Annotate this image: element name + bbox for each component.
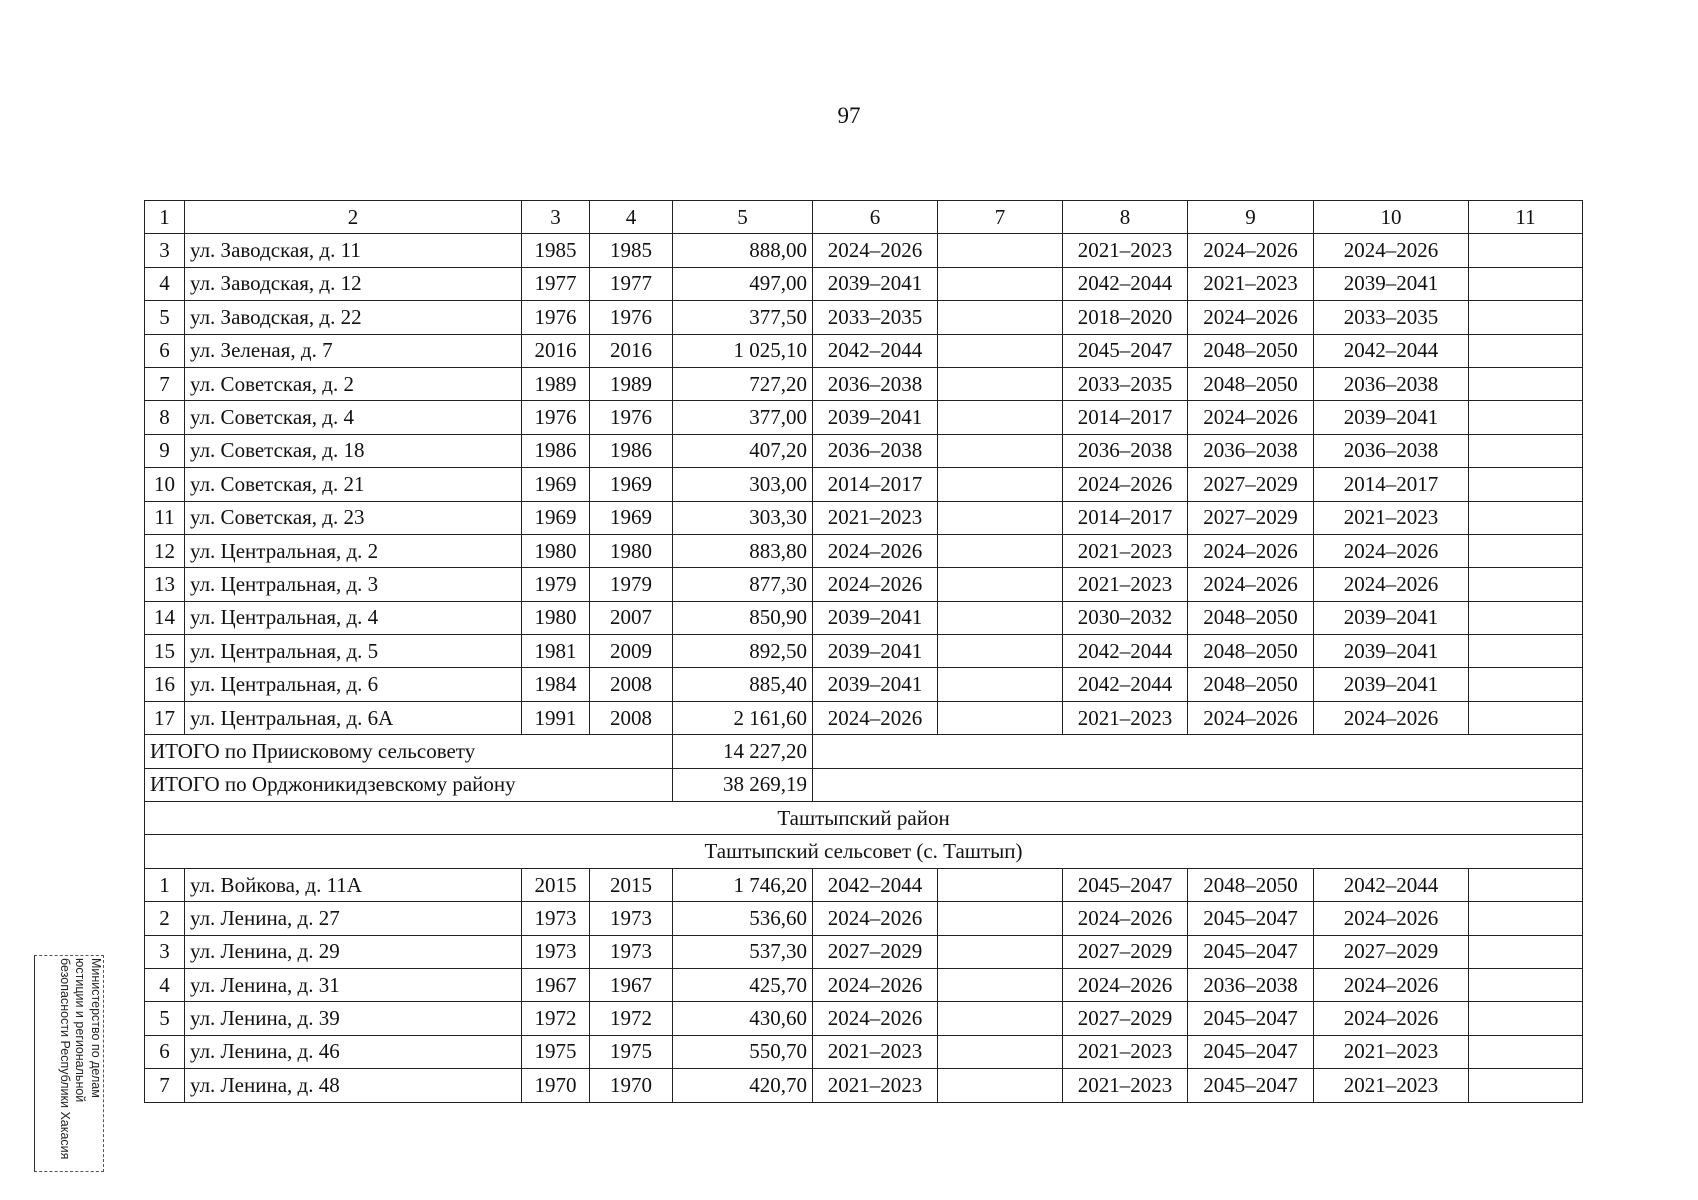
cell-address: ул. Зеленая, д. 7 xyxy=(185,334,522,367)
cell-row-number: 1 xyxy=(145,868,185,901)
cell-column-11 xyxy=(1469,601,1583,634)
cell-year-built: 1980 xyxy=(522,534,590,567)
cell-period-9: 2048–2050 xyxy=(1188,334,1314,367)
cell-row-number: 5 xyxy=(145,301,185,334)
cell-period-9: 2045–2047 xyxy=(1188,1035,1314,1068)
table-row xyxy=(145,234,1583,267)
cell-period-10: 2036–2038 xyxy=(1314,434,1469,467)
column-header: 1 xyxy=(145,201,185,234)
cell-year-built: 2015 xyxy=(522,868,590,901)
cell-period-10: 2014–2017 xyxy=(1314,468,1469,501)
cell-area: 377,50 xyxy=(673,301,813,334)
cell-column-11 xyxy=(1469,434,1583,467)
total-value: 38 269,19 xyxy=(673,768,813,801)
cell-period-9: 2045–2047 xyxy=(1188,902,1314,935)
section-row xyxy=(145,802,1583,835)
cell-repair-period: 2021–2023 xyxy=(813,1069,938,1102)
cell-address: ул. Ленина, д. 29 xyxy=(185,935,522,968)
cell-year-reconstructed: 2009 xyxy=(590,635,673,668)
cell-column-7 xyxy=(938,668,1063,701)
cell-period-8: 2021–2023 xyxy=(1063,534,1188,567)
cell-repair-period: 2039–2041 xyxy=(813,668,938,701)
table-row xyxy=(145,668,1583,701)
total-empty xyxy=(813,768,1583,801)
cell-area: 430,60 xyxy=(673,1002,813,1035)
cell-area: 1 746,20 xyxy=(673,868,813,901)
column-header: 11 xyxy=(1469,201,1583,234)
cell-period-9: 2024–2026 xyxy=(1188,401,1314,434)
cell-column-11 xyxy=(1469,1069,1583,1102)
housing-table xyxy=(144,200,1583,1103)
cell-period-10: 2039–2041 xyxy=(1314,635,1469,668)
cell-year-reconstructed: 1972 xyxy=(590,1002,673,1035)
cell-repair-period: 2024–2026 xyxy=(813,234,938,267)
cell-period-9: 2048–2050 xyxy=(1188,367,1314,400)
cell-repair-period: 2024–2026 xyxy=(813,1002,938,1035)
table-row xyxy=(145,501,1583,534)
cell-address: ул. Советская, д. 4 xyxy=(185,401,522,434)
cell-year-built: 1981 xyxy=(522,635,590,668)
cell-year-built: 1977 xyxy=(522,267,590,300)
cell-period-8: 2024–2026 xyxy=(1063,468,1188,501)
cell-column-7 xyxy=(938,434,1063,467)
cell-address: ул. Центральная, д. 5 xyxy=(185,635,522,668)
column-header: 7 xyxy=(938,201,1063,234)
cell-period-10: 2036–2038 xyxy=(1314,367,1469,400)
cell-column-7 xyxy=(938,367,1063,400)
cell-year-built: 1980 xyxy=(522,601,590,634)
cell-period-8: 2027–2029 xyxy=(1063,1002,1188,1035)
cell-area: 883,80 xyxy=(673,534,813,567)
cell-address: ул. Заводская, д. 22 xyxy=(185,301,522,334)
cell-period-10: 2021–2023 xyxy=(1314,501,1469,534)
cell-year-reconstructed: 1976 xyxy=(590,401,673,434)
cell-row-number: 4 xyxy=(145,267,185,300)
cell-column-7 xyxy=(938,1035,1063,1068)
cell-repair-period: 2024–2026 xyxy=(813,534,938,567)
cell-year-reconstructed: 2016 xyxy=(590,334,673,367)
table-row xyxy=(145,334,1583,367)
cell-address: ул. Ленина, д. 46 xyxy=(185,1035,522,1068)
cell-column-11 xyxy=(1469,902,1583,935)
cell-repair-period: 2024–2026 xyxy=(813,902,938,935)
cell-column-7 xyxy=(938,935,1063,968)
cell-area: 1 025,10 xyxy=(673,334,813,367)
cell-period-8: 2042–2044 xyxy=(1063,635,1188,668)
cell-period-9: 2024–2026 xyxy=(1188,301,1314,334)
cell-year-reconstructed: 1977 xyxy=(590,267,673,300)
cell-period-9: 2027–2029 xyxy=(1188,501,1314,534)
cell-period-8: 2042–2044 xyxy=(1063,668,1188,701)
cell-row-number: 7 xyxy=(145,1069,185,1102)
cell-year-built: 1976 xyxy=(522,401,590,434)
cell-column-11 xyxy=(1469,334,1583,367)
cell-row-number: 6 xyxy=(145,1035,185,1068)
cell-year-built: 2016 xyxy=(522,334,590,367)
section-row xyxy=(145,835,1583,868)
cell-period-8: 2014–2017 xyxy=(1063,501,1188,534)
table-row xyxy=(145,1069,1583,1102)
cell-period-9: 2045–2047 xyxy=(1188,1002,1314,1035)
cell-period-10: 2039–2041 xyxy=(1314,601,1469,634)
cell-period-10: 2042–2044 xyxy=(1314,868,1469,901)
cell-period-10: 2024–2026 xyxy=(1314,701,1469,734)
cell-area: 377,00 xyxy=(673,401,813,434)
cell-period-9: 2027–2029 xyxy=(1188,468,1314,501)
cell-repair-period: 2036–2038 xyxy=(813,434,938,467)
cell-area: 877,30 xyxy=(673,568,813,601)
cell-column-7 xyxy=(938,401,1063,434)
table-row xyxy=(145,401,1583,434)
cell-row-number: 17 xyxy=(145,701,185,734)
cell-area: 420,70 xyxy=(673,1069,813,1102)
cell-period-8: 2045–2047 xyxy=(1063,334,1188,367)
cell-period-8: 2021–2023 xyxy=(1063,1069,1188,1102)
cell-period-10: 2024–2026 xyxy=(1314,568,1469,601)
cell-year-reconstructed: 1975 xyxy=(590,1035,673,1068)
cell-year-built: 1972 xyxy=(522,1002,590,1035)
cell-column-7 xyxy=(938,334,1063,367)
cell-column-11 xyxy=(1469,468,1583,501)
cell-year-reconstructed: 1973 xyxy=(590,902,673,935)
cell-address: ул. Центральная, д. 4 xyxy=(185,601,522,634)
cell-repair-period: 2042–2044 xyxy=(813,334,938,367)
cell-address: ул. Советская, д. 23 xyxy=(185,501,522,534)
cell-year-built: 1989 xyxy=(522,367,590,400)
cell-year-reconstructed: 1973 xyxy=(590,935,673,968)
cell-area: 303,30 xyxy=(673,501,813,534)
cell-year-built: 1979 xyxy=(522,568,590,601)
cell-row-number: 16 xyxy=(145,668,185,701)
cell-column-11 xyxy=(1469,301,1583,334)
cell-period-8: 2014–2017 xyxy=(1063,401,1188,434)
cell-row-number: 6 xyxy=(145,334,185,367)
cell-period-10: 2024–2026 xyxy=(1314,902,1469,935)
cell-period-10: 2021–2023 xyxy=(1314,1069,1469,1102)
cell-column-11 xyxy=(1469,568,1583,601)
cell-repair-period: 2024–2026 xyxy=(813,568,938,601)
cell-year-built: 1984 xyxy=(522,668,590,701)
cell-column-7 xyxy=(938,501,1063,534)
column-header: 2 xyxy=(185,201,522,234)
cell-period-9: 2048–2050 xyxy=(1188,635,1314,668)
cell-year-built: 1985 xyxy=(522,234,590,267)
table-row xyxy=(145,601,1583,634)
cell-year-built: 1969 xyxy=(522,468,590,501)
cell-period-10: 2024–2026 xyxy=(1314,534,1469,567)
cell-period-8: 2036–2038 xyxy=(1063,434,1188,467)
cell-period-10: 2039–2041 xyxy=(1314,668,1469,701)
cell-period-9: 2024–2026 xyxy=(1188,568,1314,601)
table-row xyxy=(145,1002,1583,1035)
table-row xyxy=(145,902,1583,935)
cell-period-9: 2036–2038 xyxy=(1188,434,1314,467)
cell-period-8: 2021–2023 xyxy=(1063,568,1188,601)
cell-address: ул. Центральная, д. 2 xyxy=(185,534,522,567)
column-header: 3 xyxy=(522,201,590,234)
cell-column-7 xyxy=(938,968,1063,1001)
cell-column-7 xyxy=(938,534,1063,567)
cell-repair-period: 2021–2023 xyxy=(813,1035,938,1068)
cell-address: ул. Советская, д. 18 xyxy=(185,434,522,467)
cell-repair-period: 2039–2041 xyxy=(813,601,938,634)
cell-address: ул. Центральная, д. 6А xyxy=(185,701,522,734)
cell-year-built: 1976 xyxy=(522,301,590,334)
cell-area: 497,00 xyxy=(673,267,813,300)
cell-period-8: 2024–2026 xyxy=(1063,968,1188,1001)
cell-year-built: 1973 xyxy=(522,902,590,935)
cell-repair-period: 2014–2017 xyxy=(813,468,938,501)
cell-year-built: 1975 xyxy=(522,1035,590,1068)
total-label: ИТОГО по Орджоникидзевскому району xyxy=(145,768,673,801)
cell-column-11 xyxy=(1469,267,1583,300)
cell-row-number: 13 xyxy=(145,568,185,601)
cell-year-built: 1970 xyxy=(522,1069,590,1102)
cell-period-10: 2033–2035 xyxy=(1314,301,1469,334)
cell-repair-period: 2033–2035 xyxy=(813,301,938,334)
cell-row-number: 12 xyxy=(145,534,185,567)
cell-address: ул. Войкова, д. 11А xyxy=(185,868,522,901)
cell-row-number: 9 xyxy=(145,434,185,467)
cell-period-9: 2024–2026 xyxy=(1188,234,1314,267)
cell-period-8: 2018–2020 xyxy=(1063,301,1188,334)
cell-area: 536,60 xyxy=(673,902,813,935)
cell-year-reconstructed: 1980 xyxy=(590,534,673,567)
cell-area: 727,20 xyxy=(673,367,813,400)
cell-address: ул. Центральная, д. 3 xyxy=(185,568,522,601)
cell-repair-period: 2039–2041 xyxy=(813,267,938,300)
cell-year-built: 1973 xyxy=(522,935,590,968)
cell-row-number: 4 xyxy=(145,968,185,1001)
cell-row-number: 5 xyxy=(145,1002,185,1035)
header-row xyxy=(145,201,1583,234)
cell-repair-period: 2024–2026 xyxy=(813,701,938,734)
table-row xyxy=(145,935,1583,968)
table-row xyxy=(145,1035,1583,1068)
cell-column-11 xyxy=(1469,234,1583,267)
cell-repair-period: 2024–2026 xyxy=(813,968,938,1001)
cell-column-11 xyxy=(1469,401,1583,434)
table-row xyxy=(145,434,1583,467)
cell-period-8: 2024–2026 xyxy=(1063,902,1188,935)
table-row xyxy=(145,701,1583,734)
cell-year-built: 1986 xyxy=(522,434,590,467)
cell-area: 888,00 xyxy=(673,234,813,267)
column-header: 6 xyxy=(813,201,938,234)
cell-area: 892,50 xyxy=(673,635,813,668)
cell-column-7 xyxy=(938,568,1063,601)
cell-area: 303,00 xyxy=(673,468,813,501)
cell-period-10: 2024–2026 xyxy=(1314,968,1469,1001)
cell-area: 550,70 xyxy=(673,1035,813,1068)
cell-address: ул. Советская, д. 21 xyxy=(185,468,522,501)
cell-area: 425,70 xyxy=(673,968,813,1001)
cell-row-number: 7 xyxy=(145,367,185,400)
cell-column-11 xyxy=(1469,701,1583,734)
total-row xyxy=(145,735,1583,768)
cell-address: ул. Советская, д. 2 xyxy=(185,367,522,400)
cell-repair-period: 2036–2038 xyxy=(813,367,938,400)
cell-period-10: 2039–2041 xyxy=(1314,401,1469,434)
cell-period-8: 2021–2023 xyxy=(1063,701,1188,734)
total-label: ИТОГО по Приисковому сельсовету xyxy=(145,735,673,768)
cell-column-7 xyxy=(938,902,1063,935)
cell-column-11 xyxy=(1469,1002,1583,1035)
cell-year-reconstructed: 1969 xyxy=(590,501,673,534)
cell-address: ул. Ленина, д. 48 xyxy=(185,1069,522,1102)
cell-row-number: 3 xyxy=(145,234,185,267)
cell-column-7 xyxy=(938,601,1063,634)
cell-address: ул. Ленина, д. 31 xyxy=(185,968,522,1001)
cell-year-reconstructed: 2007 xyxy=(590,601,673,634)
cell-period-8: 2027–2029 xyxy=(1063,935,1188,968)
cell-column-11 xyxy=(1469,367,1583,400)
cell-year-reconstructed: 1976 xyxy=(590,301,673,334)
cell-row-number: 3 xyxy=(145,935,185,968)
page-number: 97 xyxy=(837,103,861,128)
cell-row-number: 11 xyxy=(145,501,185,534)
cell-column-11 xyxy=(1469,968,1583,1001)
cell-address: ул. Ленина, д. 39 xyxy=(185,1002,522,1035)
cell-period-10: 2039–2041 xyxy=(1314,267,1469,300)
cell-address: ул. Ленина, д. 27 xyxy=(185,902,522,935)
council-header: Таштыпский сельсовет (с. Таштып) xyxy=(145,835,1583,868)
cell-period-10: 2021–2023 xyxy=(1314,1035,1469,1068)
cell-period-9: 2024–2026 xyxy=(1188,701,1314,734)
cell-column-7 xyxy=(938,868,1063,901)
column-header: 5 xyxy=(673,201,813,234)
cell-year-built: 1991 xyxy=(522,701,590,734)
cell-period-9: 2048–2050 xyxy=(1188,668,1314,701)
cell-repair-period: 2042–2044 xyxy=(813,868,938,901)
cell-column-11 xyxy=(1469,501,1583,534)
stamp-line-1: Министерство по делам xyxy=(89,958,103,1098)
cell-year-built: 1967 xyxy=(522,968,590,1001)
cell-period-9: 2048–2050 xyxy=(1188,601,1314,634)
cell-period-8: 2021–2023 xyxy=(1063,234,1188,267)
cell-period-8: 2030–2032 xyxy=(1063,601,1188,634)
total-empty xyxy=(813,735,1583,768)
cell-year-reconstructed: 2015 xyxy=(590,868,673,901)
cell-area: 850,90 xyxy=(673,601,813,634)
stamp-line-2: юстиции и региональной xyxy=(73,958,88,1103)
table-row xyxy=(145,868,1583,901)
column-header: 8 xyxy=(1063,201,1188,234)
cell-column-11 xyxy=(1469,534,1583,567)
cell-row-number: 15 xyxy=(145,635,185,668)
cell-repair-period: 2039–2041 xyxy=(813,401,938,434)
cell-year-built: 1969 xyxy=(522,501,590,534)
cell-period-9: 2036–2038 xyxy=(1188,968,1314,1001)
cell-column-7 xyxy=(938,234,1063,267)
cell-period-8: 2042–2044 xyxy=(1063,267,1188,300)
table-row xyxy=(145,635,1583,668)
cell-year-reconstructed: 1970 xyxy=(590,1069,673,1102)
cell-column-7 xyxy=(938,635,1063,668)
cell-period-10: 2042–2044 xyxy=(1314,334,1469,367)
cell-column-7 xyxy=(938,468,1063,501)
cell-repair-period: 2021–2023 xyxy=(813,501,938,534)
cell-column-7 xyxy=(938,267,1063,300)
cell-row-number: 2 xyxy=(145,902,185,935)
cell-area: 885,40 xyxy=(673,668,813,701)
cell-year-reconstructed: 1986 xyxy=(590,434,673,467)
cell-period-10: 2024–2026 xyxy=(1314,234,1469,267)
ministry-stamp xyxy=(34,955,104,1172)
stamp-line-3: безопасности Республики Хакасия xyxy=(57,958,72,1160)
total-value: 14 227,20 xyxy=(673,735,813,768)
table-row xyxy=(145,468,1583,501)
cell-period-9: 2045–2047 xyxy=(1188,935,1314,968)
cell-row-number: 10 xyxy=(145,468,185,501)
cell-column-11 xyxy=(1469,1035,1583,1068)
cell-year-reconstructed: 2008 xyxy=(590,668,673,701)
cell-column-11 xyxy=(1469,935,1583,968)
cell-period-8: 2045–2047 xyxy=(1063,868,1188,901)
table-row xyxy=(145,568,1583,601)
column-header: 4 xyxy=(590,201,673,234)
cell-period-9: 2024–2026 xyxy=(1188,534,1314,567)
table-row xyxy=(145,367,1583,400)
cell-year-reconstructed: 1967 xyxy=(590,968,673,1001)
cell-period-10: 2024–2026 xyxy=(1314,1002,1469,1035)
table-row xyxy=(145,968,1583,1001)
cell-column-7 xyxy=(938,301,1063,334)
column-header: 9 xyxy=(1188,201,1314,234)
cell-period-10: 2027–2029 xyxy=(1314,935,1469,968)
cell-period-8: 2021–2023 xyxy=(1063,1035,1188,1068)
cell-column-11 xyxy=(1469,668,1583,701)
cell-address: ул. Заводская, д. 11 xyxy=(185,234,522,267)
cell-period-9: 2021–2023 xyxy=(1188,267,1314,300)
cell-area: 2 161,60 xyxy=(673,701,813,734)
cell-column-11 xyxy=(1469,868,1583,901)
table-row xyxy=(145,301,1583,334)
total-row xyxy=(145,768,1583,801)
district-header: Таштыпский район xyxy=(145,802,1583,835)
cell-area: 407,20 xyxy=(673,434,813,467)
cell-address: ул. Заводская, д. 12 xyxy=(185,267,522,300)
cell-period-9: 2045–2047 xyxy=(1188,1069,1314,1102)
cell-year-reconstructed: 1969 xyxy=(590,468,673,501)
cell-year-reconstructed: 1979 xyxy=(590,568,673,601)
cell-column-7 xyxy=(938,1002,1063,1035)
cell-column-11 xyxy=(1469,635,1583,668)
cell-year-reconstructed: 1985 xyxy=(590,234,673,267)
table-row xyxy=(145,534,1583,567)
cell-area: 537,30 xyxy=(673,935,813,968)
table-row xyxy=(145,267,1583,300)
cell-repair-period: 2027–2029 xyxy=(813,935,938,968)
cell-repair-period: 2039–2041 xyxy=(813,635,938,668)
cell-period-8: 2033–2035 xyxy=(1063,367,1188,400)
cell-row-number: 14 xyxy=(145,601,185,634)
cell-year-reconstructed: 2008 xyxy=(590,701,673,734)
cell-row-number: 8 xyxy=(145,401,185,434)
column-header: 10 xyxy=(1314,201,1469,234)
cell-column-7 xyxy=(938,1069,1063,1102)
cell-period-9: 2048–2050 xyxy=(1188,868,1314,901)
cell-column-7 xyxy=(938,701,1063,734)
cell-year-reconstructed: 1989 xyxy=(590,367,673,400)
cell-address: ул. Центральная, д. 6 xyxy=(185,668,522,701)
